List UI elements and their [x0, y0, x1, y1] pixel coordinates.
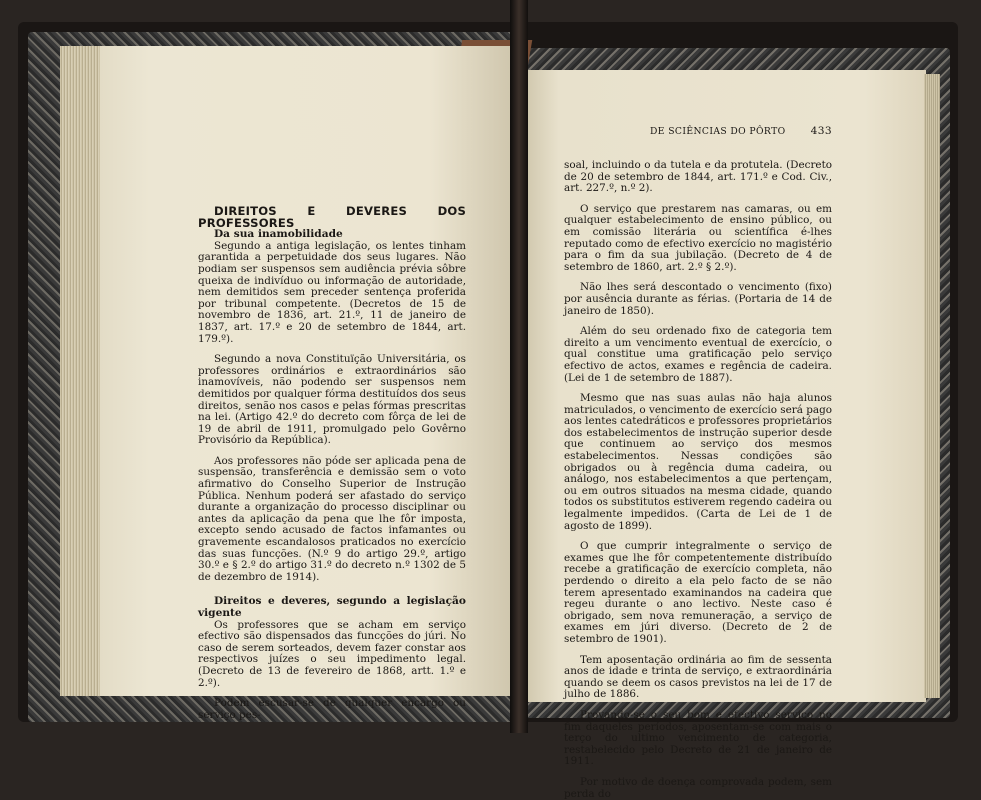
page-number: 433: [810, 125, 832, 137]
running-header: [650, 126, 832, 137]
running-title: DE SCIÊNCIAS DO PÔRTO: [650, 126, 786, 137]
book-spine: [510, 0, 528, 733]
paragraph: soal, incluindo o da tutela e da protutela. (Decreto de 20 de setembro de 1844, art. 171.º e Cod. Civ., art. 227.º, n.º 2).: [564, 159, 832, 195]
right-page-text: [564, 160, 832, 800]
paragraph: Segundo a nova Constituïção Universitária, os professores ordinários e extraordinários são inamovíveis, não podendo ser suspensos nem demitidos por qualquer fórma destituídos dos seus direitos, senão nos casos e pelas fórmas prescritas na lei. (Artigo 42.º do decreto com fôrça de lei de 19 de abril de 1911, promulgado pelo Govêrno Provisório da República).: [198, 353, 466, 447]
paragraph: Não lhes será descontado o vencimento (fixo) por ausência durante as férias. (Portaria de 14 de janeiro de 1850).: [564, 281, 832, 317]
paragraph: O que cumprir integralmente o serviço de exames que lhe fôr competentemente distribuído recebe a gratificação de exercício completa, não perdendo o direito a ela pelo facto de se não terem apresentado examinandos na cadeira que regeu durante o ano lectivo. Neste caso é obrigado, sem nova remuneração, a serviço de exames em júri diverso. (Decreto de 2 de setembro de 1901).: [564, 540, 832, 645]
paragraph: Além do seu ordenado fixo de categoria tem direito a um vencimento eventual de exercício, o qual constitue uma gratificação pelo serviço efectivo de actos, exames e regência de cadeira. (Lei de 1 de setembro de 1887).: [564, 325, 832, 384]
paragraph: Segundo a antiga legislação, os lentes tinham garantida a perpetuidade dos seus lugares. Não podiam ser suspensos sem audiência prévia sôbre queixa de indivíduo ou informação de autoridade, nem demitidos sem preceder sentença proferida por tribunal competente. (Decretos de 15 de novembro de 1836, art. 21.º, 11 de janeiro de 1837, art. 17.º e 20 de setembro de 1844, art. 179.º).: [198, 239, 466, 345]
paragraph: Provando-se o seu bom e efectivo serviço no fim daqueles períodos, aposentam-se com mais o terço do ultimo vencimento de categoria, restabelecido pelo Decreto de 21 de janeiro de 1911.: [564, 708, 832, 768]
paragraph: Tem aposentação ordinária ao fim de sessenta anos de idade e trinta de serviço, e extraordinária quando se deem os casos previstos na lei de 17 de julho de 1886.: [564, 653, 832, 701]
paragraph: Mesmo que nas suas aulas não haja alunos matriculados, o vencimento de exercício será pago aos lentes catedráticos e professores proprietários dos estabelecimentos de instrução superior desde que continuem ao serviço dos mesmos estabelecimentos. Nessas condições são obrigados ou à regência duma cadeira, ou análogo, nos estabelecimentos a que pertençam, ou em outros situados na mesma cidade, quando todos os substitutos estiverem regendo cadeira ou legalmente impedidos. (Carta de Lei de 1 de agosto de 1899).: [564, 392, 833, 532]
right-page-stack-edge: [924, 74, 940, 698]
chapter-title: DIREITOS E DEVERES DOS PROFESSORES: [198, 204, 466, 230]
paragraph: Por motivo de doença comprovada podem, sem perda do: [564, 775, 832, 800]
paragraph: Aos professores não póde ser aplicada pena de suspensão, transferência e demissão sem o voto afirmativo do Conselho Superior de Instrução Pública. Nenhum poderá ser afastado do serviço durante a organização do processo disciplinar ou antes da aplicação da pena que lhe fôr imposta, excepto sendo acusado de factos infamantes ou gravemente escandalosos praticados no exercício das suas funcções. (N.º 9 do artigo 29.º, artigo 30.º e § 2.º do artigo 31.º do decreto n.º 1302 de 5 de dezembro de 1914).: [198, 454, 466, 583]
section-title-direitos-deveres: Direitos e deveres, segundo a legislação vigente: [198, 595, 466, 619]
left-page-text: [198, 206, 466, 721]
paragraph: Podem escusar-se de qualquer encargo ou serviço pes-: [198, 697, 466, 721]
paragraph: O serviço que prestarem nas camaras, ou em qualquer estabelecimento de ensino público, ou em comissão literária ou scientífica é-lhes reputado como de efectivo exercício no magistério para o fim da sua jubilação. (Decreto de 4 de setembro de 1860, art. 2.º § 2.º).: [564, 202, 832, 273]
section-title-inamobilidade: Da sua inamobilidade: [214, 228, 343, 241]
paragraph: Os professores que se acham em serviço efectivo são dispensados das funcções do júri. No caso de serem sorteados, devem fazer constar aos respectivos juízes o seu impedimento legal. (Decreto de 13 de fevereiro de 1868, artt. 1.º e 2.º).: [198, 618, 466, 689]
